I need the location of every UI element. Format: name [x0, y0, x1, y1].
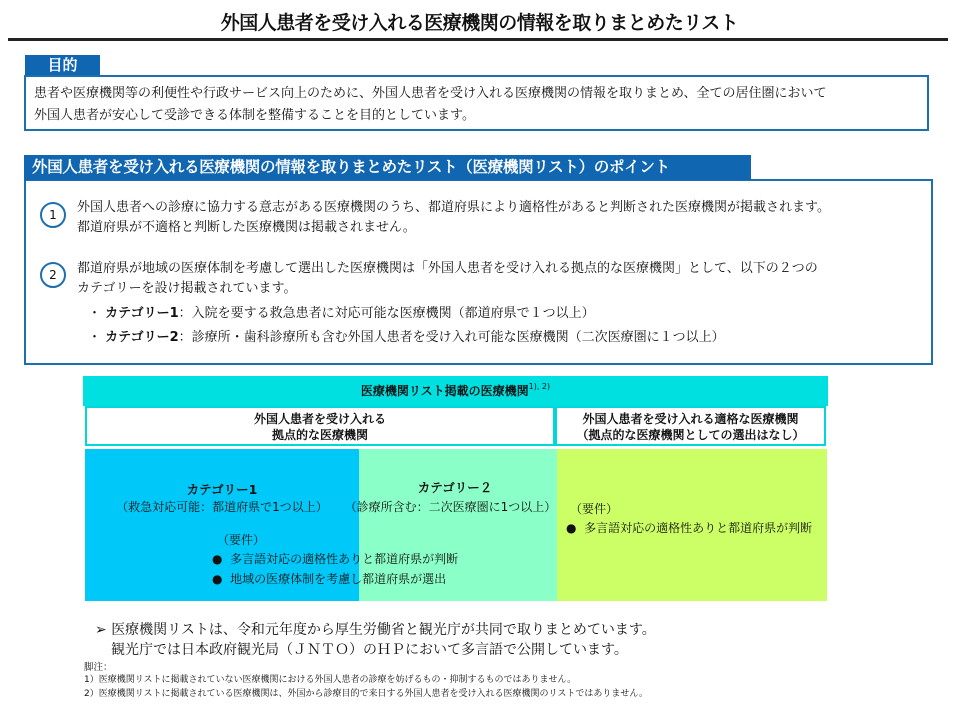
core-institutions-header	[85, 406, 555, 446]
category-1-label: カテゴリー1	[105, 306, 179, 321]
core-header-line: 拠点的な医療機関	[271, 428, 368, 442]
note-line: 観光庁では日本政府観光局（ＪＮＴＯ）のＨＰにおいて多言語で公開しています。	[111, 642, 628, 658]
category-1-subtitle: （救急対応可能：都道府県で1つ以上）	[116, 500, 328, 514]
bullet-dot-icon: ・	[88, 306, 106, 321]
core-requirement-item: ● 多言語対応の適格性ありと都道府県が判断	[212, 552, 459, 566]
category-1-description: ：入院を要する救急患者に対応可能な医療機関（都道府県で１つ以上）	[178, 306, 595, 321]
point-1-text	[77, 198, 830, 238]
footnote-label: 脚注：	[84, 662, 113, 673]
point-2-text	[77, 259, 818, 299]
number-2-icon: 2	[40, 262, 66, 288]
category-1-bullet	[88, 303, 595, 325]
category-2-description: ：診療所・歯科診療所も含む外国人患者を受け入れ可能な医療機関（二次医療圏に１つ以上）	[178, 330, 725, 345]
bullet-dot-icon: ●	[212, 552, 231, 566]
footnote-1: 1）医療機関リストに掲載されていない医療機関における外国人患者の診療を妨げるもの・抑制するものではありません。	[84, 675, 577, 685]
core-requirements-label: （要件）	[217, 533, 266, 547]
category-2-label: カテゴリー2	[105, 330, 179, 345]
bullet-dot-icon: ・	[88, 330, 106, 345]
core-requirement-item: ● 地域の医療体制を考慮し都道府県が選出	[212, 572, 447, 586]
purpose-heading: 目的	[25, 55, 100, 76]
core-header-line: 外国人患者を受け入れる	[253, 412, 386, 426]
category-2-subtitle: （診療所含む：二次医療圏に1つ以上）	[344, 500, 557, 514]
diagram-header-footnote-ref: 1), 2)	[528, 382, 551, 391]
category-1-title: カテゴリー1	[186, 482, 258, 497]
purpose-line: 患者や医療機関等の利便性や行政サービス向上のために、外国人患者を受け入れる医療機関の情報を取りまとめ、全ての居住圏において	[34, 86, 827, 101]
eligible-requirements-label: （要件）	[570, 502, 619, 516]
category-2-title: カテゴリー２	[417, 480, 493, 495]
points-heading: 外国人患者を受け入れる医療機関の情報を取りまとめたリスト（医療機関リスト）のポイント	[24, 155, 751, 180]
eligible-header-line: 外国人患者を受け入れる適格な医療機関	[582, 412, 799, 426]
note	[95, 620, 656, 660]
purpose-box	[24, 75, 929, 131]
diagram-header-text: 医療機関リスト掲載の医療機関	[360, 384, 529, 398]
bullet-dot-icon: ●	[212, 572, 231, 586]
title-divider	[8, 38, 948, 41]
page-title: 外国人患者を受け入れる医療機関の情報を取りまとめたリスト	[220, 12, 739, 34]
footnote-2: 2）医療機関リストに掲載されている医療機関は、外国から診療目的で来日する外国人患者を受け入れる医療機関のリストではありません。	[84, 689, 648, 699]
diagram-header	[83, 376, 828, 406]
eligible-institutions-header	[555, 406, 826, 446]
point-1-line: 都道府県が不適格と判断した医療機関は掲載されません。	[77, 220, 416, 235]
point-2-line: カテゴリーを設け掲載されています。	[77, 281, 297, 296]
category-2-bullet	[88, 327, 725, 349]
eligible-requirement-item: ● 多言語対応の適格性ありと都道府県が判断	[566, 521, 813, 535]
number-1-icon: 1	[40, 202, 66, 228]
bullet-dot-icon: ●	[566, 521, 585, 535]
arrow-bullet-icon: ➢	[95, 622, 107, 638]
point-2-line: 都道府県が地域の医療体制を考慮して選出した医療機関は「外国人患者を受け入れる拠点的な医療機関」として、以下の２つの	[77, 261, 818, 276]
purpose-line: 外国人患者が安心して受診できる体制を整備することを目的としています。	[34, 108, 475, 123]
note-line: 医療機関リストは、令和元年度から厚生労働省と観光庁が共同で取りまとめています。	[111, 622, 656, 638]
eligible-header-line: （拠点的な医療機関としての選出はなし）	[576, 428, 805, 442]
point-1-line: 外国人患者への診療に協力する意志がある医療機関のうち、都道府県により適格性があると判断された医療機関が掲載されます。	[77, 200, 830, 215]
